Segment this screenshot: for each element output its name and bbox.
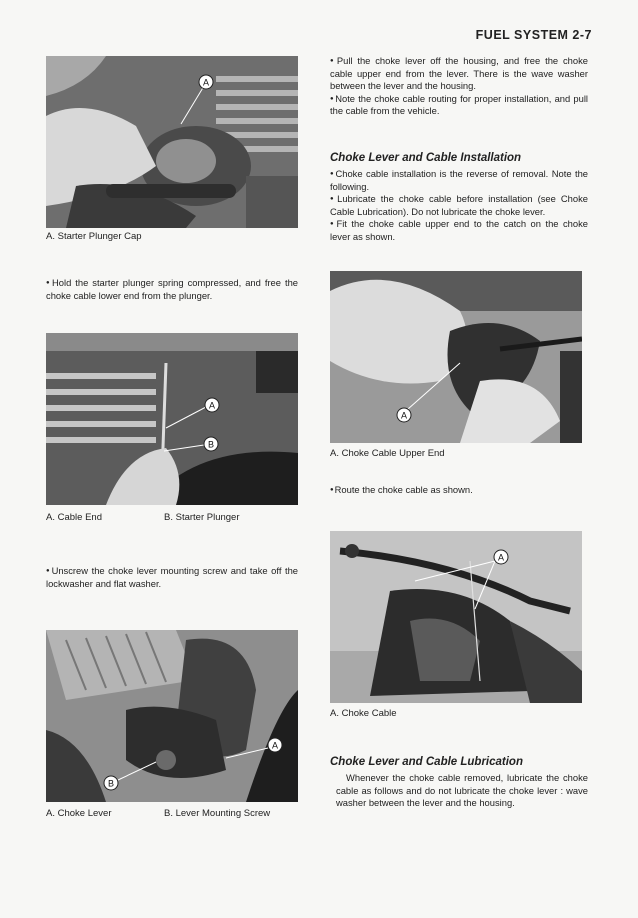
callout-overlay-fig2: [46, 333, 298, 505]
note-text: ● Note the choke cable routing for proper installation, and pull the cable from the vehicle.: [330, 93, 588, 118]
figure-caption: A. Choke Cable Upper End: [330, 448, 445, 459]
callout-overlay-fig4: [330, 271, 582, 443]
step-text: ● Pull the choke lever off the housing, and free the choke cable upper end from the lever. There is the wave washer between the lever and the housing.: [330, 55, 588, 93]
page-header: FUEL SYSTEM 2-7: [475, 28, 592, 42]
step-text: ● Hold the starter plunger spring compressed, and free the choke cable lower end from the plunger.: [46, 277, 298, 302]
step-unscrew: [46, 565, 298, 590]
section-heading-installation: Choke Lever and Cable Installation: [330, 152, 522, 164]
callout-a: A: [497, 552, 505, 563]
callout-b: B: [107, 778, 115, 789]
figure-caption: A. Starter Plunger Cap: [46, 231, 142, 242]
figure-caption-a: A. Cable End: [46, 512, 102, 523]
figure-caption-a: A. Choke Lever: [46, 808, 112, 819]
step-text: ● Route the choke cable as shown.: [330, 484, 588, 497]
callout-a: A: [208, 400, 216, 411]
lubrication-text: [330, 772, 588, 810]
body-text: Whenever the choke cable removed, lubricate the choke cable as follows and do not lubricate the choke lever : wave washer between the lever and the housing.: [336, 772, 588, 808]
callout-a: A: [202, 77, 210, 88]
step-text: ● Lubricate the choke cable before installation (see Choke Cable Lubrication). Do not lubricate the choke lever.: [330, 193, 588, 218]
right-intro-steps: [330, 55, 588, 118]
step-hold-plunger: [46, 277, 298, 302]
callout-overlay-fig1: [46, 56, 298, 228]
step-text: ● Unscrew the choke lever mounting screw and take off the lockwasher and flat washer.: [46, 565, 298, 590]
step-text: ● Fit the choke cable upper end to the catch on the choke lever as shown.: [330, 218, 588, 243]
callout-overlay-fig5: [330, 531, 582, 703]
figure-caption-b: B. Lever Mounting Screw: [164, 808, 271, 819]
callout-a: A: [271, 740, 279, 751]
section-heading-lubrication: Choke Lever and Cable Lubrication: [330, 756, 523, 768]
figure-caption-b: B. Starter Plunger: [164, 512, 240, 523]
figure-caption: A. Choke Cable: [330, 708, 397, 719]
callout-overlay-fig3: [46, 630, 298, 802]
step-route-cable: [330, 484, 588, 497]
callout-a: A: [400, 410, 408, 421]
step-text: ● Choke cable installation is the reverse of removal. Note the following.: [330, 168, 588, 193]
callout-b: B: [207, 439, 215, 450]
installation-steps: [330, 168, 588, 243]
